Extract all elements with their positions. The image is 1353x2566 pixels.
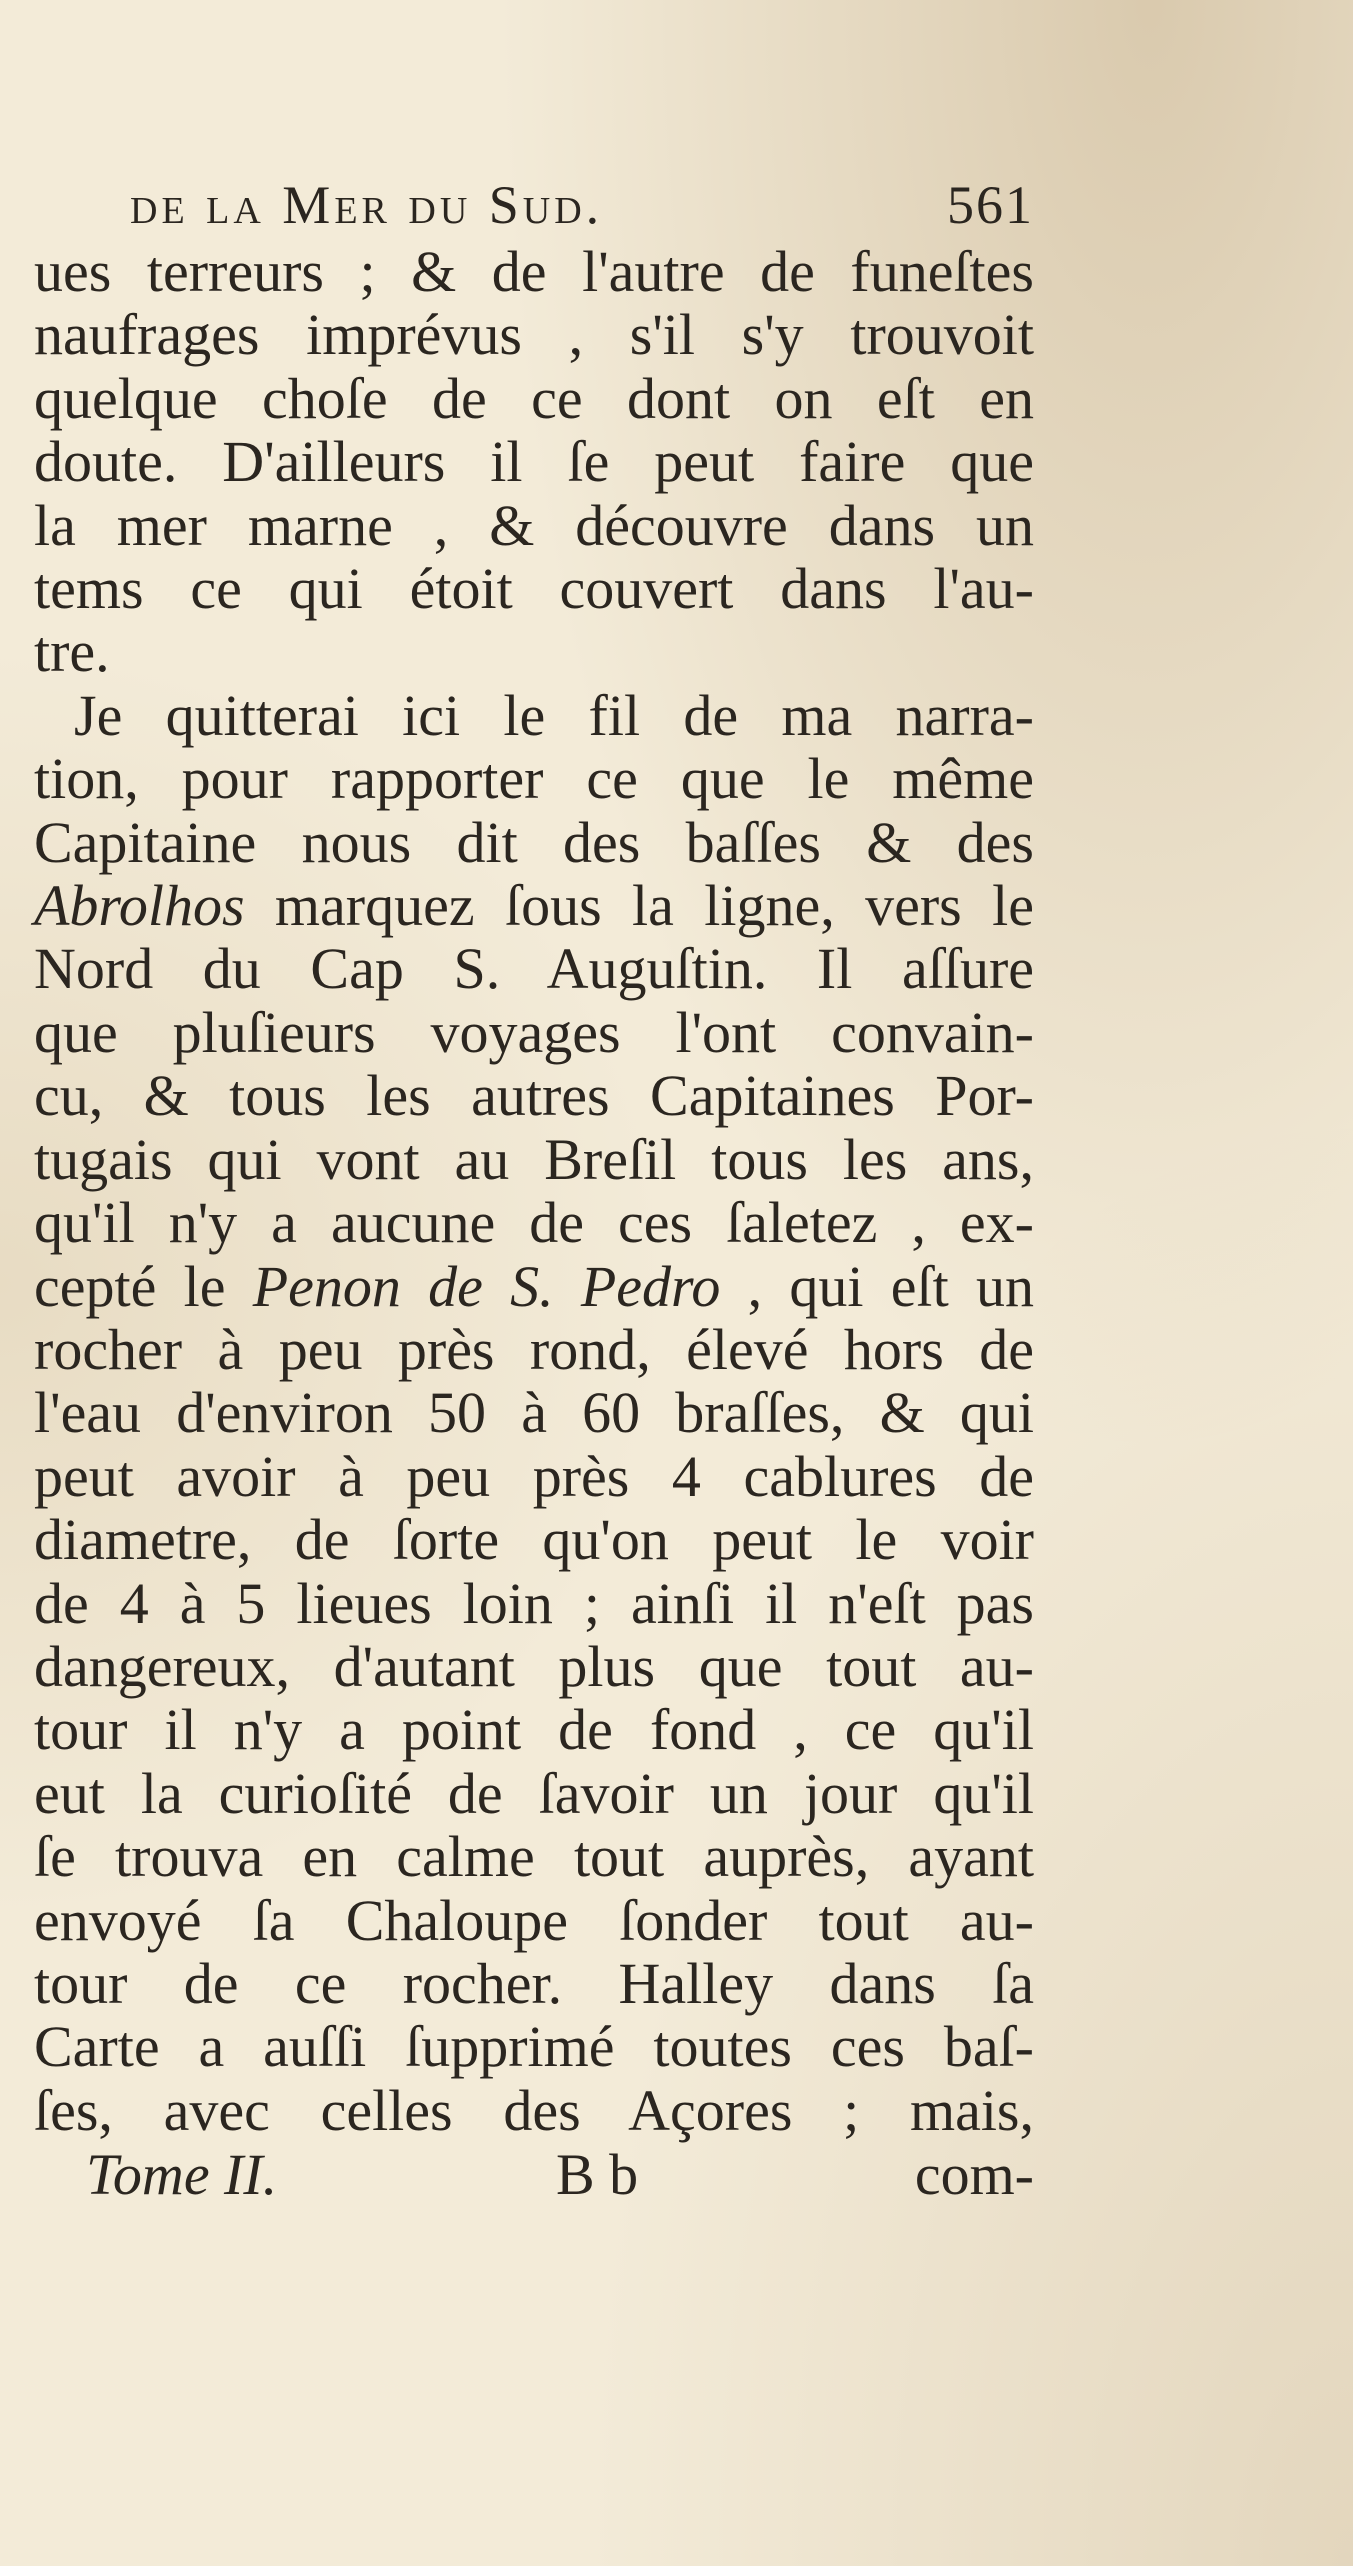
text-line: tour de ce rocher. Halley dans ſa <box>34 1950 1034 2016</box>
text-line: ues terreurs ; & de l'autre de funeſtes <box>34 239 1034 304</box>
text-line: envoyé ſa Chaloupe ſonder tout au- <box>34 1887 1034 1953</box>
text-line: que pluſieurs voyages l'ont convain- <box>34 999 1034 1065</box>
signature-mark: B b <box>556 2142 639 2208</box>
text-line: naufrages imprévus , s'il s'y trouvoit <box>34 302 1034 368</box>
text-line: qu'il n'y a aucune de ces ſaletez , ex- <box>34 1190 1034 1256</box>
text-line: ſes, avec celles des Açores ; mais, <box>34 2077 1034 2143</box>
page-number: 561 <box>947 175 1034 235</box>
text-line: rocher à peu près rond, élevé hors de <box>34 1316 1034 1382</box>
text-line: tour il n'y a point de fond , ce qu'il <box>34 1697 1034 1763</box>
text-line: doute. D'ailleurs il ſe peut faire que <box>34 429 1034 495</box>
text-line: la mer marne , & découvre dans un <box>34 492 1034 558</box>
text-segment: cepté le <box>34 1253 253 1319</box>
running-head <box>34 170 1034 240</box>
text-line: Carte a auſſi ſupprimé toutes ces baſ- <box>34 2014 1034 2080</box>
catchword: com- <box>914 2142 1034 2208</box>
text-line: dangereux, d'autant plus que tout au- <box>34 1633 1034 1699</box>
page-footer <box>34 2142 1034 2208</box>
text-segment: marquez ſous la ligne, vers le <box>244 873 1034 939</box>
text-line: cu, & tous les autres Capitaines Por- <box>34 1063 1034 1129</box>
text-line: quelque choſe de ce dont on eſt en <box>34 365 1034 431</box>
body-text <box>34 240 1034 2142</box>
text-line: Capitaine nous dit des baſſes & des <box>34 809 1034 875</box>
text-line: tugais qui vont au Breſil tous les ans, <box>34 1126 1034 1192</box>
text-block <box>34 170 1034 2208</box>
text-line: de 4 à 5 lieues loin ; ainſi il n'eſt pas <box>34 1570 1034 1636</box>
text-line: l'eau d'environ 50 à 60 braſſes, & qui <box>34 1380 1034 1446</box>
text-line: tre. <box>34 619 110 685</box>
text-line: ſe trouva en calme tout auprès, ayant <box>34 1824 1034 1890</box>
text-line: peut avoir à peu près 4 cablures de <box>34 1443 1034 1509</box>
italic-place-name: Penon de S. Pedro <box>252 1253 721 1319</box>
italic-place-name: Abrolhos <box>34 873 245 939</box>
text-segment: , qui eſt un <box>720 1253 1034 1319</box>
text-line: Nord du Cap S. Auguſtin. Il aſſure <box>34 936 1034 1002</box>
text-line: Je quitterai ici le fil de ma narra- <box>74 682 1034 748</box>
text-line <box>34 874 1034 937</box>
text-line: tems ce qui étoit couvert dans l'au- <box>34 556 1034 622</box>
text-line <box>34 1255 1034 1318</box>
text-line: eut la curioſité de ſavoir un jour qu'il <box>34 1760 1034 1826</box>
text-line: tion, pour rapporter ce que le même <box>34 746 1034 812</box>
paragraph-1 <box>34 240 1034 684</box>
volume-label: Tome II. <box>86 2142 278 2208</box>
running-head-title: de la Mer du Sud. <box>130 175 604 235</box>
text-line: diametre, de ſorte qu'on peut le voir <box>34 1507 1034 1573</box>
paragraph-2 <box>34 684 1034 2142</box>
